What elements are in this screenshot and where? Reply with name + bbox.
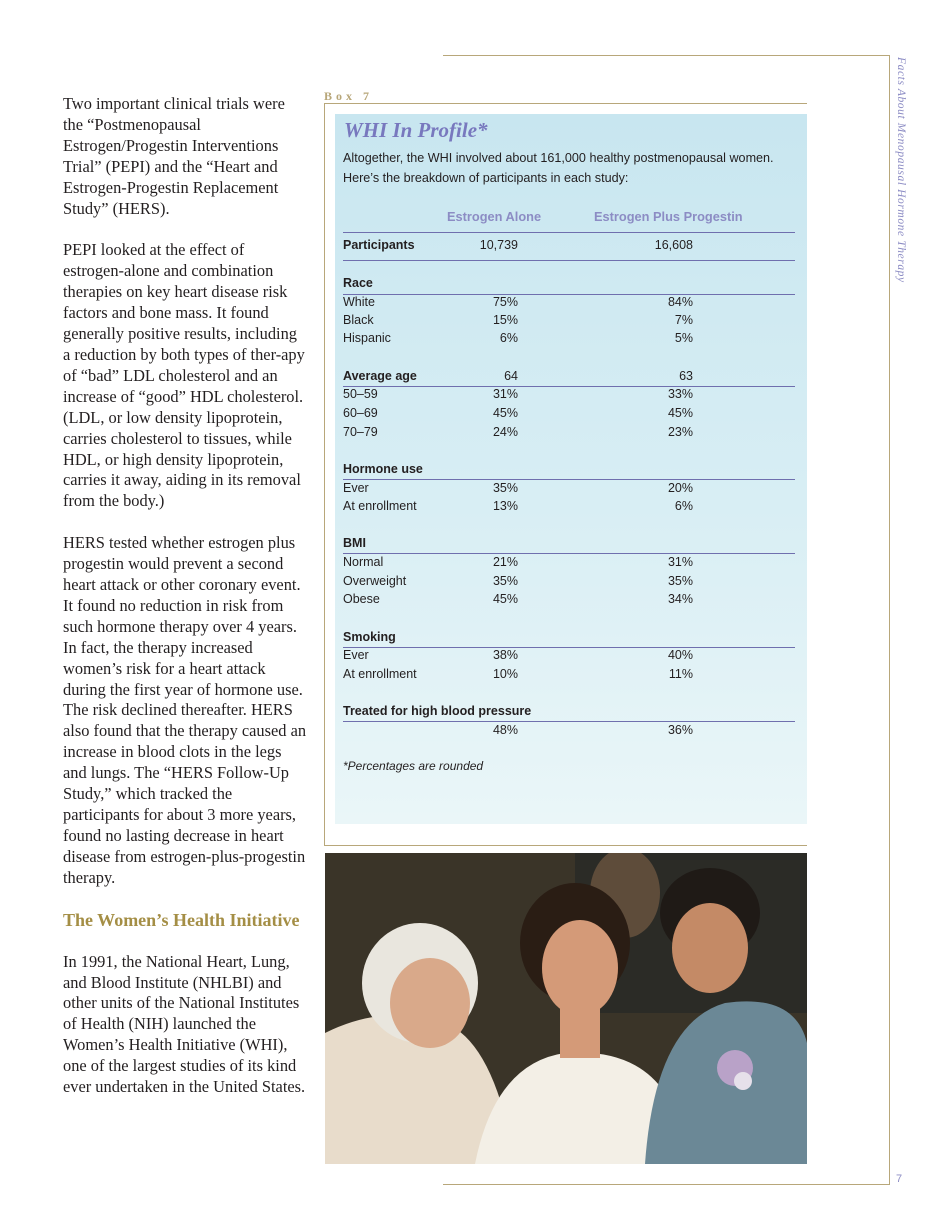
page-rule-bottom — [443, 1184, 890, 1185]
table-row — [343, 723, 795, 741]
row-label: 60–69 — [343, 406, 378, 420]
table-row — [343, 406, 795, 424]
participants-row — [343, 238, 795, 256]
table-row — [343, 387, 795, 405]
value-estrogen-plus-progestin: 36% — [667, 723, 693, 737]
value-estrogen-alone: 64 — [504, 369, 518, 383]
value-estrogen-plus-progestin: 33% — [667, 387, 693, 401]
table-row — [343, 481, 795, 499]
panel-title: WHI In Profile* — [344, 118, 488, 142]
value-estrogen-alone: 75% — [492, 295, 518, 309]
box-frame-bottom — [324, 845, 807, 846]
photo-illustration — [325, 853, 807, 1164]
section-label: Treated for high blood pressure — [343, 704, 532, 718]
value-estrogen-plus-progestin: 31% — [667, 555, 693, 569]
row-label: At enrollment — [343, 499, 417, 513]
value-estrogen-plus-progestin: 84% — [667, 295, 693, 309]
section-header-age — [343, 369, 795, 387]
value-estrogen-alone: 38% — [492, 648, 518, 662]
header-divider — [343, 232, 795, 233]
running-header: Facts About Menopausal Hormone Therapy — [895, 57, 907, 283]
row-label: 70–79 — [343, 425, 378, 439]
value-estrogen-alone: 15% — [492, 313, 518, 327]
section-label: Hormone use — [343, 462, 423, 476]
value-estrogen-alone: 24% — [492, 425, 518, 439]
row-label: 50–59 — [343, 387, 378, 401]
value-estrogen-plus-progestin: 63 — [679, 369, 693, 383]
row-label: Normal — [343, 555, 384, 569]
section-header-blood-pressure — [343, 704, 795, 722]
panel-intro: Altogether, the WHI involved about 161,000 healthy postmenopausal women. Here’s the breakdown of participants in each study: — [343, 151, 774, 185]
section-heading: The Women’s Health Initiative — [63, 909, 300, 930]
page-rule-top — [443, 55, 890, 56]
value-estrogen-alone: 45% — [492, 406, 518, 420]
value-estrogen-plus-progestin: 7% — [674, 313, 693, 327]
box-label: Box 7 — [324, 89, 374, 103]
table-row — [343, 425, 795, 443]
box-frame-left — [324, 103, 325, 845]
page-rule-right — [889, 55, 890, 1185]
body-column — [63, 94, 308, 1119]
section-header-bmi — [343, 536, 795, 554]
table-row — [343, 295, 795, 313]
row-label: Ever — [343, 481, 369, 495]
section-divider — [343, 721, 795, 722]
value-estrogen-plus-progestin: 45% — [667, 406, 693, 420]
section-label: Average age — [343, 369, 417, 383]
value-estrogen-alone: 48% — [492, 723, 518, 737]
paragraph-hers: HERS tested whether estrogen plus progestin would prevent a second heart attack or other coronary event. It found no reduction in risk from such hormone therapy over 4 years. In fact, the therapy increased women’s risk for a heart attack during the first year of hormone use. The risk declined thereafter. HERS also found that the therapy caused an increase in blood clots in the legs and lungs. The “HERS Follow-Up Study,” which tracked the participants for about 3 more years, found no lasting decrease in heart disease from estrogen-plus-progestin therapy. — [63, 533, 307, 887]
value-estrogen-plus-progestin: 16,608 — [654, 238, 693, 252]
row-label: Ever — [343, 648, 369, 662]
participants-divider — [343, 260, 795, 261]
row-label: Hispanic — [343, 331, 391, 345]
column-header-estrogen-alone: Estrogen Alone — [447, 209, 542, 224]
table-row — [343, 499, 795, 517]
value-estrogen-plus-progestin: 5% — [674, 331, 693, 345]
section-label: Race — [343, 276, 373, 290]
section-divider — [343, 479, 795, 480]
row-label: Black — [343, 313, 374, 327]
section-header-smoking — [343, 630, 795, 648]
box-frame-top — [324, 103, 807, 104]
value-estrogen-alone: 10% — [492, 667, 518, 681]
value-estrogen-plus-progestin: 35% — [667, 574, 693, 588]
photo-women-wedding — [325, 853, 807, 1164]
value-estrogen-alone: 35% — [492, 574, 518, 588]
whi-profile-panel — [335, 114, 807, 824]
row-label: Overweight — [343, 574, 407, 588]
value-estrogen-plus-progestin: 6% — [674, 499, 693, 513]
section-label: BMI — [343, 536, 366, 550]
paragraph-pepi: PEPI looked at the effect of estrogen-alone and combination therapies on key heart disease risk factors and bone mass. It found generally positive results, including a reduction by both types of ther-apy of “bad” LDL cholesterol and an increase of “good” HDL cholesterol. (LDL, or low density lipoprotein, carries cholesterol to tissues, while HDL, or high density lipoprotein, carries it away, aiding in its removal from the body.) — [63, 240, 305, 511]
row-label: At enrollment — [343, 667, 417, 681]
section-label: Smoking — [343, 630, 396, 644]
row-label: Participants — [343, 238, 415, 252]
row-label: Obese — [343, 592, 380, 606]
value-estrogen-plus-progestin: 23% — [667, 425, 693, 439]
section-header-hormone-use — [343, 462, 795, 480]
table-row — [343, 313, 795, 331]
table-row — [343, 648, 795, 666]
value-estrogen-plus-progestin: 40% — [667, 648, 693, 662]
section-header-race — [343, 276, 795, 294]
value-estrogen-alone: 21% — [492, 555, 518, 569]
value-estrogen-alone: 35% — [492, 481, 518, 495]
value-estrogen-alone: 13% — [492, 499, 518, 513]
value-estrogen-alone: 10,739 — [479, 238, 518, 252]
paragraph-whi: In 1991, the National Heart, Lung, and Blood Institute (NHLBI) and other units of the National Institutes of Health (NIH) launched the Women’s Health Initiative (WHI), one of the largest studies of its kind ever undertaken in the United States. — [63, 951, 306, 1097]
table-row — [343, 555, 795, 573]
table-row — [343, 574, 795, 592]
paragraph-trials: Two important clinical trials were the “Postmenopausal Estrogen/Progestin Interventions Trial” (PEPI) and the “Heart and Estrogen-Progestin Replacement Study” (HERS). — [63, 94, 285, 218]
table-row — [343, 592, 795, 610]
row-label: White — [343, 295, 375, 309]
value-estrogen-alone: 45% — [492, 592, 518, 606]
value-estrogen-alone: 31% — [492, 387, 518, 401]
footnote: *Percentages are rounded — [343, 759, 484, 773]
table-row — [343, 667, 795, 685]
section-divider — [343, 553, 795, 554]
value-estrogen-plus-progestin: 20% — [667, 481, 693, 495]
page-number: 7 — [896, 1173, 903, 1185]
value-estrogen-plus-progestin: 11% — [668, 667, 693, 681]
value-estrogen-alone: 6% — [499, 331, 518, 345]
table-row — [343, 331, 795, 349]
column-header-estrogen-plus-progestin: Estrogen Plus Progestin — [594, 209, 743, 224]
value-estrogen-plus-progestin: 34% — [667, 592, 693, 606]
